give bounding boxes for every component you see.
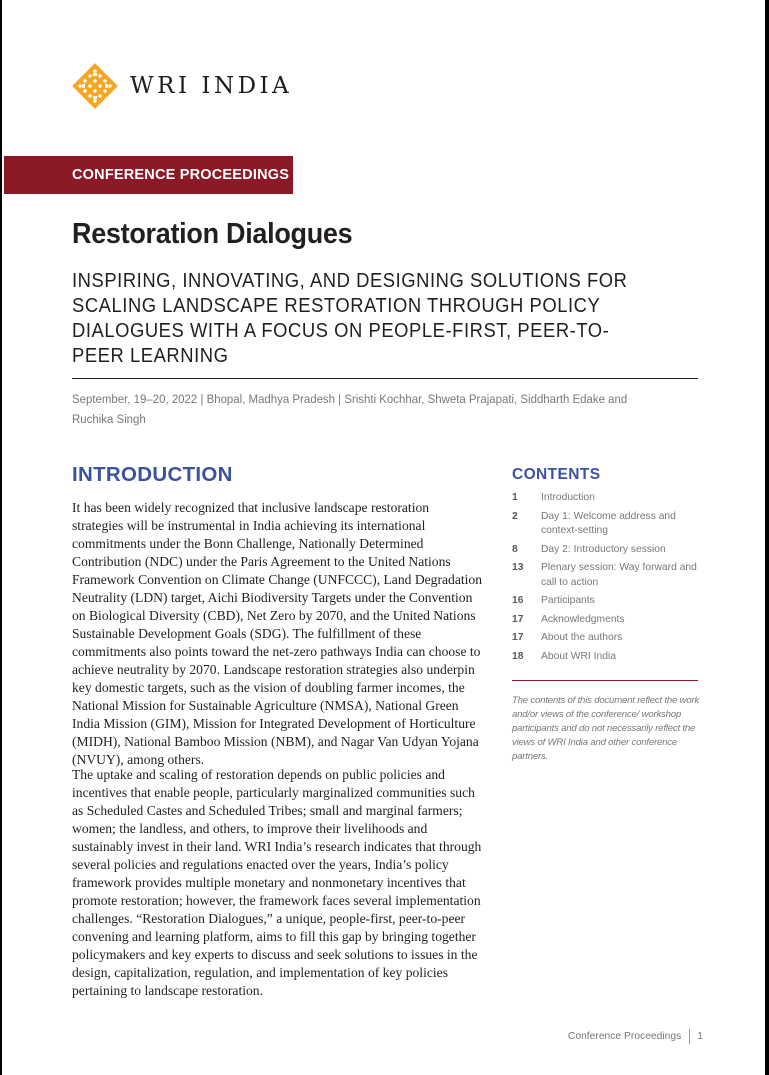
- toc-label: Introduction: [541, 492, 595, 503]
- introduction-paragraph: The uptake and scaling of restoration depends on public policies and incentives that enable people, particularly marginalized communities such as Scheduled Castes and Scheduled Tribes; small and marginal farmers; women; the landless, and others, to improve their livelihoods and sustainably invest in their land. WRI India’s research indicates that through several policies and regulations enacted over the years, India’s policy framework provides multiple monetary and nonmonetary incentives that promote restoration; however, the framework faces several implementation challenges. “Restoration Dialogues,” a unique, people-first, peer-to-peer convening and learning platform, aims to fill this gap by bringing together policymakers and key experts to discuss and seek solutions to issues in the design, capitalization, regulation, and implementation of key policies pertaining to landscape restoration.: [72, 767, 482, 998]
- contents-heading: CONTENTS: [512, 466, 601, 483]
- toc-page-number: 17: [512, 613, 524, 625]
- toc-page-number: 2: [512, 510, 518, 522]
- wri-knot-logo-icon: [72, 63, 118, 109]
- page-footer: [568, 1029, 703, 1044]
- introduction-heading: INTRODUCTION: [72, 463, 233, 486]
- footer-separator: [689, 1029, 690, 1044]
- brand-name: WRI INDIA: [130, 73, 293, 99]
- toc-page-number: 8: [512, 543, 518, 555]
- toc-label: Day 2: Introductory session: [541, 543, 666, 555]
- toc-page-number: 18: [512, 650, 524, 662]
- title-divider: [72, 378, 698, 379]
- page-subtitle: INSPIRING, INNOVATING, AND DESIGNING SOLUTIONS FOR SCALING LANDSCAPE RESTORATION THROUGH POLICY DIALOGUES WITH A FOCUS ON PEOPLE-FIRST, PEER-TO-PEER LEARNING: [72, 270, 628, 367]
- toc-page-number: 13: [512, 562, 524, 573]
- wri-india-logo: [72, 63, 292, 109]
- page-title: Restoration Dialogues: [72, 218, 353, 250]
- toc-page-number: 1: [512, 492, 518, 503]
- toc-item-participants[interactable]: [512, 594, 702, 609]
- toc-item-plenary-session[interactable]: [512, 561, 702, 590]
- disclaimer-note: The contents of this document reflect the work and/or views of the conference/ workshop participants and do not necessarily reflect the views of WRI India and other conference partners.: [512, 695, 700, 762]
- toc-label: Participants: [541, 595, 595, 606]
- toc-item-about-wri-india[interactable]: [512, 650, 702, 665]
- toc-item-acknowledgments[interactable]: [512, 613, 702, 628]
- event-meta: September, 19–20, 2022 | Bhopal, Madhya Pradesh | Srishti Kochhar, Shweta Prajapati, Siddharth Edake and Ruchika Singh: [72, 392, 628, 426]
- toc-page-number: 16: [512, 595, 524, 606]
- page-number: 1: [697, 1031, 703, 1042]
- toc-label: Day 1: Welcome address and context-setting: [541, 510, 676, 536]
- toc-label: Acknowledgments: [541, 613, 625, 625]
- toc-item-about-authors[interactable]: [512, 631, 702, 646]
- introduction-paragraph: It has been widely recognized that inclusive landscape restoration strategies will be instrumental in India achieving its international commitments under the Bonn Challenge, Nationally Determined Contribution (NDC) under the Paris Agreement to the United Nations Framework Convention on Climate Change (UNFCCC), Land Degradation Neutrality (LDN) target, Aichi Biodiversity Targets under the Convention on Biological Diversity (CBD), Net Zero by 2070, and the United Nations Sustainable Development Goals (SDG). The fulfillment of these commitments also points toward the net-zero pathways India can choose to achieve neutrality by 2070. Landscape restoration strategies also underpin key domestic targets, such as the vision of doubling farmer incomes, the National Mission for Sustainable Agriculture (NMSA), National Green India Mission (GIM), Mission for Integrated Development of Horticulture (MIDH), National Bamboo Mission (NBM), and Nagar Van Udyan Yojana (NVUY), among others.: [72, 500, 483, 767]
- document-type-banner: [4, 156, 293, 194]
- toc-item-day-2[interactable]: [512, 543, 702, 558]
- toc-page-number: 17: [512, 632, 524, 643]
- toc-label: About WRI India: [541, 650, 616, 662]
- toc-item-day-1[interactable]: [512, 510, 702, 539]
- toc-label: About the authors: [541, 632, 623, 643]
- toc-label: Plenary session: Way forward and call to action: [541, 562, 697, 588]
- document-type-label: CONFERENCE PROCEEDINGS: [72, 167, 290, 183]
- table-of-contents: [512, 491, 702, 668]
- contents-divider: [512, 680, 698, 681]
- toc-item-introduction[interactable]: [512, 491, 702, 506]
- footer-label: Conference Proceedings: [567, 1031, 682, 1042]
